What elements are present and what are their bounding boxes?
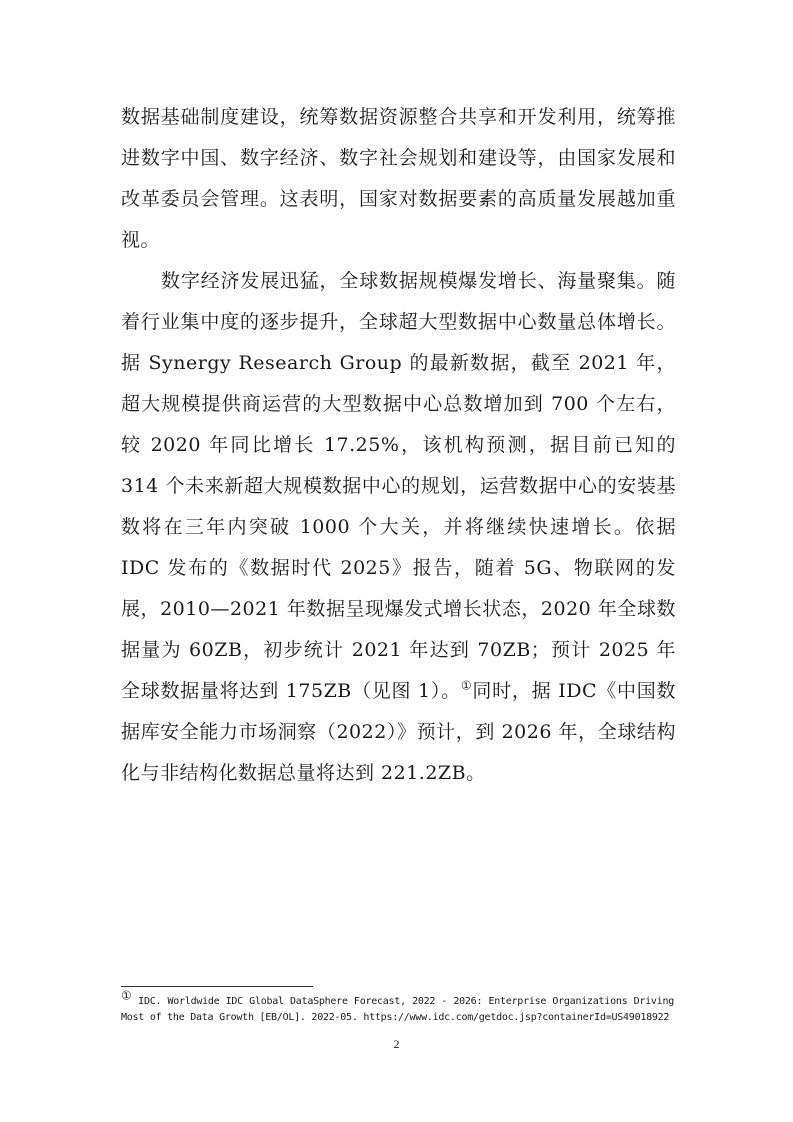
footnote-text: IDC. Worldwide IDC Global DataSphere Forecast, 2022 - 2026: Enterprise Organizations Driving Most of the Data Growth [EB/OL]. 2022-05. https://www.idc.com/getdoc.jsp?containerId=US49018922 <box>121 996 674 1023</box>
body-text <box>121 97 676 794</box>
footnote-marker: ① <box>121 988 132 1003</box>
paragraph-1-text: 数据基础制度建设，统筹数据资源整合共享和开发利用，统筹推进数字中国、数字经济、数字社会规划和建设等，由国家发展和改革委员会管理。这表明，国家对数据要素的高质量发展越加重视。 <box>121 106 676 251</box>
paragraph-2 <box>121 261 676 794</box>
footnote <box>121 988 674 1026</box>
paragraph-2-text-after: 同时，据 IDC《中国数据库安全能力市场洞察（2022）》预计，到 2026 年，全球结构化与非结构化数据总量将达到 221.2ZB。 <box>121 680 676 784</box>
page-number: 2 <box>393 1037 400 1051</box>
paragraph-1 <box>121 97 676 261</box>
footnote-separator <box>121 986 313 987</box>
footnote-reference[interactable]: ① <box>460 678 473 693</box>
paragraph-2-text-before: 数字经济发展迅猛，全球数据规模爆发增长、海量聚集。随着行业集中度的逐步提升，全球超大型数据中心数量总体增长。据 Synergy Research Group 的最新数据，截至 2021 年，超大规模提供商运营的大型数据中心总数增加到 700 个左右，较 2020 年同比增长 17.25%，该机构预测，据目前已知的 314 个未来新超大规模数据中心的规划，运营数据中心的安装基数将在三年内突破 1000 个大关，并将继续快速增长。依据 IDC 发布的《数据时代 2025》报告，随着 5G、物联网的发展，2010—2021 年数据呈现爆发式增长状态，2020 年全球数据量为 60ZB，初步统计 2021 年达到 70ZB；预计 2025 年全球数据量将达到 175ZB（见图 1）。 <box>121 270 676 702</box>
